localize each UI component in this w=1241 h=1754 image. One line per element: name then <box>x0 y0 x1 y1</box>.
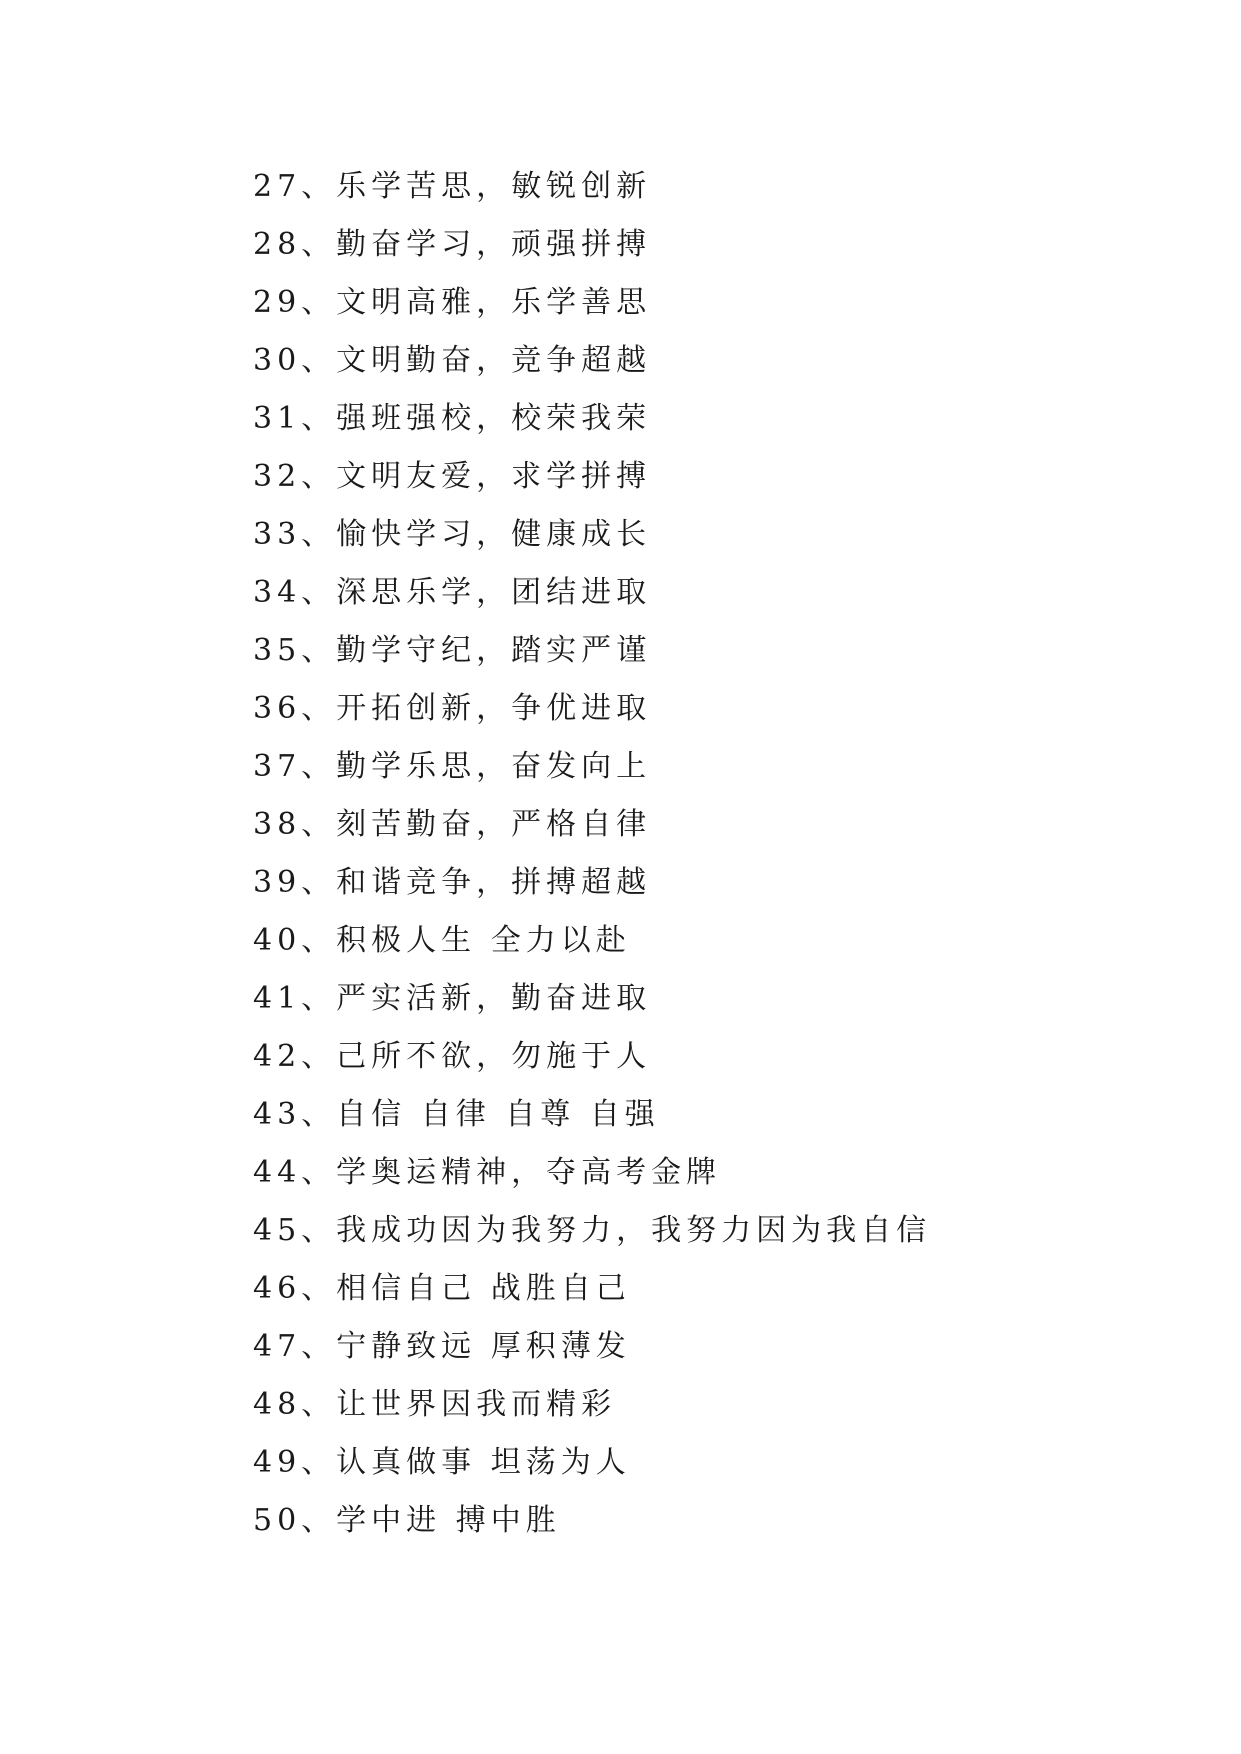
list-item: 29、文明高雅，乐学善思 <box>253 285 652 320</box>
list-item: 39、和谐竞争，拼搏超越 <box>253 865 652 900</box>
list-item: 34、深思乐学，团结进取 <box>253 575 652 610</box>
list-item: 49、认真做事 坦荡为人 <box>253 1445 631 1480</box>
list-item: 30、文明勤奋，竞争超越 <box>253 343 652 378</box>
list-item: 37、勤学乐思，奋发向上 <box>253 749 652 784</box>
list-item: 41、严实活新，勤奋进取 <box>253 981 652 1016</box>
list-item: 32、文明友爱，求学拼搏 <box>253 459 652 494</box>
list-item: 43、自信 自律 自尊 自强 <box>253 1097 660 1132</box>
list-item: 44、学奥运精神，夺高考金牌 <box>253 1155 722 1190</box>
list-item: 50、学中进 搏中胜 <box>253 1503 561 1538</box>
list-item: 42、己所不欲，勿施于人 <box>253 1039 652 1074</box>
list-item: 47、宁静致远 厚积薄发 <box>253 1329 631 1364</box>
list-item: 28、勤奋学习，顽强拼搏 <box>253 227 652 262</box>
list-item: 45、我成功因为我努力，我努力因为我自信 <box>253 1213 932 1248</box>
list-item: 31、强班强校，校荣我荣 <box>253 401 652 436</box>
list-item: 36、开拓创新，争优进取 <box>253 691 652 726</box>
list-item: 48、让世界因我而精彩 <box>253 1387 617 1422</box>
slogan-list <box>253 158 931 1550</box>
list-item: 27、乐学苦思，敏锐创新 <box>253 169 652 204</box>
list-item: 40、积极人生 全力以赴 <box>253 923 631 958</box>
list-item: 35、勤学守纪，踏实严谨 <box>253 633 652 668</box>
list-item: 38、刻苦勤奋，严格自律 <box>253 807 652 842</box>
list-item: 33、愉快学习，健康成长 <box>253 517 652 552</box>
list-item: 46、相信自己 战胜自己 <box>253 1271 631 1306</box>
